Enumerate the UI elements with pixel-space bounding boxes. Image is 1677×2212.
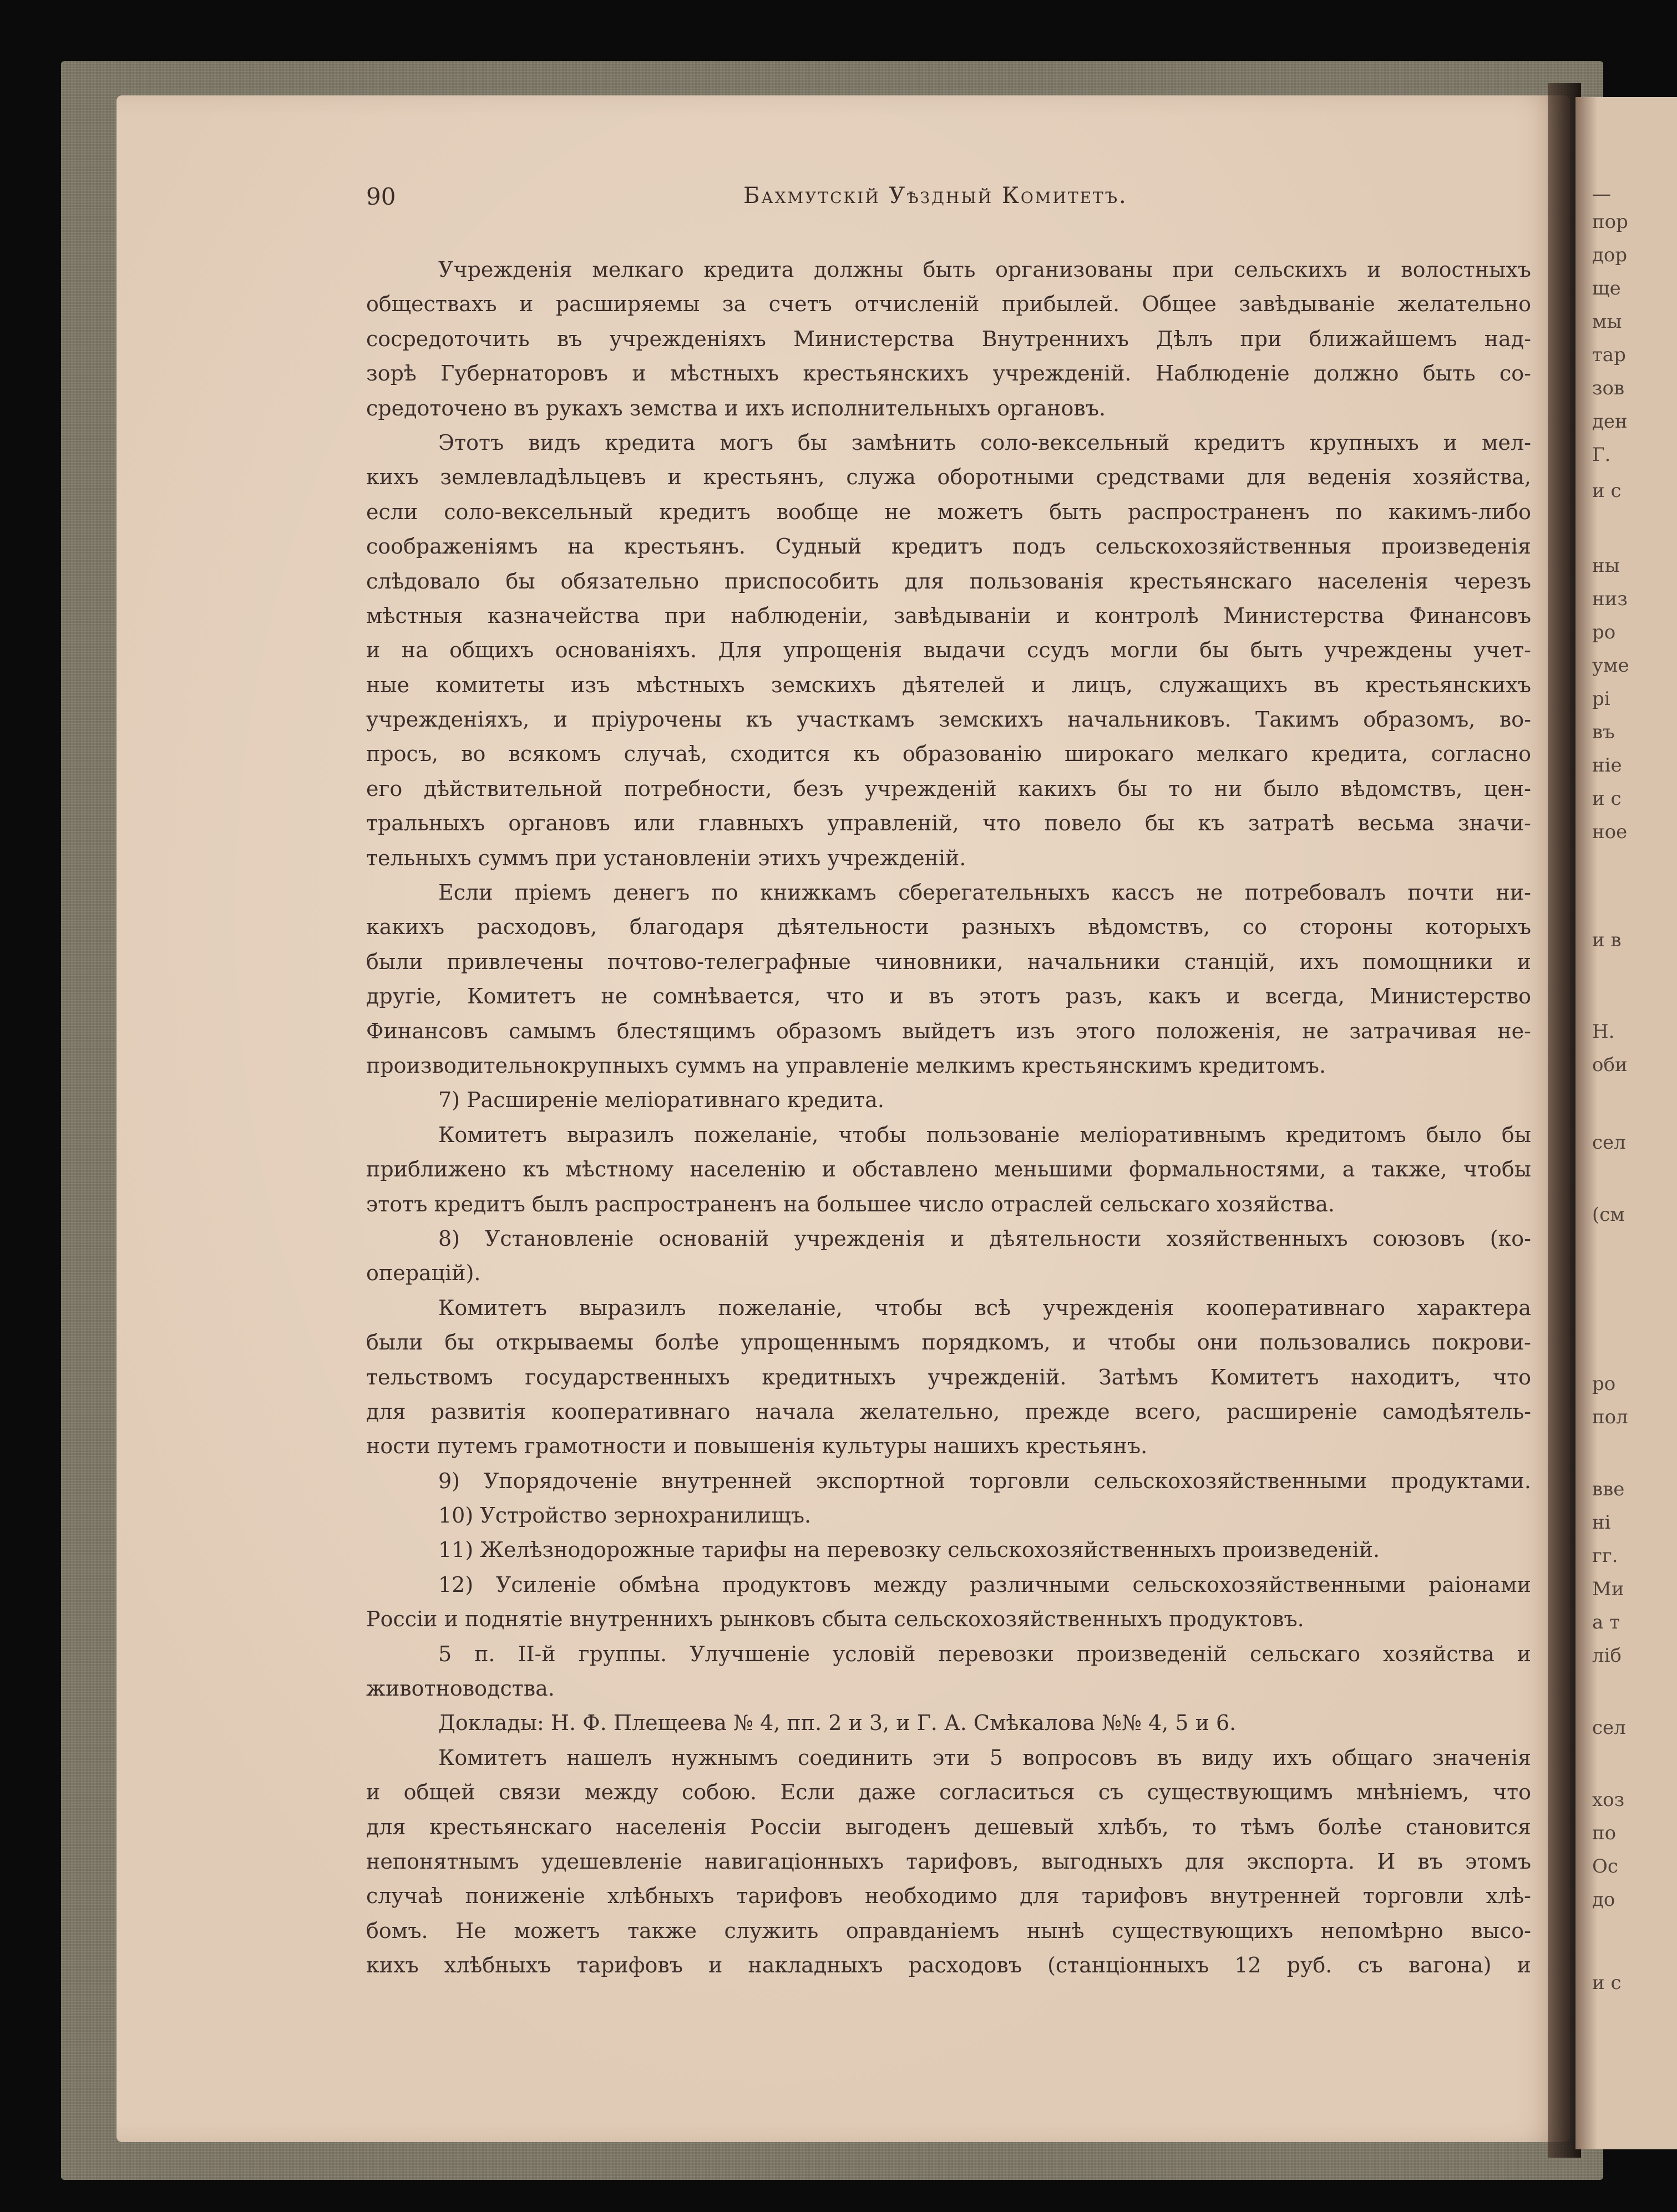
text-line: Комитетъ выразилъ пожеланіе, чтобы пользованіе меліоративнымъ кредитомъ было бы <box>438 1122 1531 1147</box>
facing-page-fragment: низ <box>1592 588 1628 610</box>
facing-page-fragment: — <box>1592 183 1611 205</box>
text-line: ные комитеты изъ мѣстныхъ земскихъ дѣятелей и лицъ, служащихъ въ крестьянскихъ <box>366 672 1531 697</box>
facing-page-fragment: зов <box>1592 377 1625 399</box>
facing-page-fragment: ще <box>1592 277 1621 300</box>
text-line: какихъ расходовъ, благодаря дѣятельности разныхъ вѣдомствъ, со стороны которыхъ <box>366 915 1531 940</box>
text-line: Если пріемъ денегъ по книжкамъ сберегательныхъ кассъ не потребовалъ почти ни- <box>438 880 1531 905</box>
text-line: производительнокрупныхъ суммъ на управленіе мелкимъ крестьянскимъ кредитомъ. <box>366 1053 1326 1078</box>
text-line: Доклады: Н. Ф. Плещеева № 4, пп. 2 и 3, и Г. А. Смѣкалова №№ 4, 5 и 6. <box>438 1711 1237 1736</box>
facing-page-fragment: а т <box>1592 1611 1620 1633</box>
text-line: 11) Желѣзнодорожные тарифы на перевозку сельскохозяйственныхъ произведеній. <box>438 1538 1380 1562</box>
text-line: средоточено въ рукахъ земства и ихъ исполнительныхъ органовъ. <box>366 395 1106 420</box>
text-line: 8) Установленіе основаній учрежденія и дѣятельности хозяйственныхъ союзовъ (ко- <box>438 1226 1531 1251</box>
facing-page-fragment: оби <box>1592 1054 1628 1076</box>
text-line: приближено къ мѣстному населенію и обставлено меньшими формальностями, а также, чтобы <box>366 1157 1531 1182</box>
text-line: этотъ кредитъ былъ распространенъ на большее число отраслей сельскаго хозяйства. <box>366 1191 1335 1216</box>
page-header <box>366 183 1531 219</box>
facing-page-fragment: и с <box>1592 788 1622 810</box>
text-line: зорѣ Губернаторовъ и мѣстныхъ крестьянскихъ учрежденій. Наблюденіе должно быть со- <box>366 361 1531 386</box>
facing-page-fragment: ро <box>1592 1373 1616 1395</box>
text-line: 10) Устройство зернохранилищъ. <box>438 1503 812 1528</box>
text-line: случаѣ пониженіе хлѣбныхъ тарифовъ необходимо для тарифовъ внутренней торговли хлѣ- <box>366 1884 1531 1909</box>
facing-page-fragment: и в <box>1592 929 1622 951</box>
facing-page-fragment: Ос <box>1592 1855 1618 1878</box>
facing-page-fragment: сел <box>1592 1132 1626 1154</box>
text-line: тральныхъ органовъ или главныхъ управленій, что повело бы къ затратѣ весьма значи- <box>366 811 1531 836</box>
text-line: тельныхъ суммъ при установленіи этихъ учрежденій. <box>366 845 966 870</box>
facing-page-fragment: вве <box>1592 1478 1625 1500</box>
text-line: соображеніямъ на крестьянъ. Судный кредитъ подъ сельскохозяйственныя произведенія <box>366 534 1531 559</box>
text-line: Россіи и поднятіе внутреннихъ рынковъ сбыта сельскохозяйственныхъ продуктовъ. <box>366 1607 1304 1632</box>
text-line: Учрежденія мелкаго кредита должны быть организованы при сельскихъ и волостныхъ <box>438 257 1531 282</box>
facing-page-fragment: и с <box>1592 1972 1622 1994</box>
text-line: его дѣйствительной потребности, безъ учрежденій какихъ бы то ни было вѣдомствъ, цен- <box>366 776 1531 801</box>
facing-page-fragment: по <box>1592 1822 1617 1844</box>
facing-page-fragment: гг. <box>1592 1545 1618 1567</box>
body-text <box>366 252 1531 1983</box>
text-line: тельствомъ государственныхъ кредитныхъ учрежденій. Затѣмъ Комитетъ находитъ, что <box>366 1364 1531 1389</box>
text-line: операцій). <box>366 1261 481 1286</box>
facing-page-fragment: дор <box>1592 244 1628 266</box>
facing-page-fragment: тар <box>1592 344 1626 366</box>
text-line: и общей связи между собою. Если даже согласиться съ существующимъ мнѣніемъ, что <box>366 1780 1531 1805</box>
facing-page-fragment: и с <box>1592 480 1622 502</box>
facing-page-fragment: рі <box>1592 688 1610 710</box>
text-line: Комитетъ нашелъ нужнымъ соединить эти 5 вопросовъ въ виду ихъ общаго значенія <box>438 1745 1531 1770</box>
facing-page-fragment: уме <box>1592 655 1629 677</box>
facing-page-fragment: хоз <box>1592 1789 1625 1811</box>
text-line: если соло-вексельный кредитъ вообще не можетъ быть распространенъ по какимъ-либо <box>366 499 1531 524</box>
text-line: кихъ хлѣбныхъ тарифовъ и накладныхъ расходовъ (станціонныхъ 12 руб. съ вагона) и <box>366 1953 1531 1978</box>
text-line: 7) Расширеніе меліоративнаго кредита. <box>438 1088 884 1113</box>
facing-page-fragment: Н. <box>1592 1021 1615 1043</box>
facing-page-fragment: сел <box>1592 1717 1626 1739</box>
facing-page-fragment: ніе <box>1592 754 1622 777</box>
text-line: Комитетъ выразилъ пожеланіе, чтобы всѣ учрежденія кооперативнаго характера <box>438 1295 1531 1320</box>
text-line: 9) Упорядоченіе внутренней экспортной торговли сельскохозяйственными продуктами. <box>438 1468 1531 1493</box>
facing-page-edge <box>1575 97 1677 2149</box>
text-line: были привлечены почтово-телеграфные чиновники, начальники станцій, ихъ помощники и <box>366 949 1531 974</box>
running-title: Бахмутскій Уѣздный Комитетъ. <box>743 183 1128 209</box>
text-line: сосредоточить въ учрежденіяхъ Министерства Внутреннихъ Дѣлъ при ближайшемъ над- <box>366 326 1531 351</box>
facing-page-fragment: ное <box>1592 821 1628 843</box>
text-line: были бы открываемы болѣе упрощеннымъ порядкомъ, и чтобы они пользовались покрови- <box>366 1330 1531 1355</box>
facing-page-fragment: (см <box>1592 1204 1625 1226</box>
text-line: обществахъ и расширяемы за счетъ отчисленій прибылей. Общее завѣдываніе желательно <box>366 292 1531 317</box>
page-number: 90 <box>366 183 396 210</box>
text-line: для развитія кооперативнаго начала желательно, прежде всего, расширеніе самодѣятель- <box>366 1399 1531 1424</box>
facing-page-fragment: Ми <box>1592 1578 1624 1600</box>
text-line: 5 п. II-й группы. Улучшеніе условій перевозки произведеній сельскаго хозяйства и <box>438 1641 1531 1666</box>
text-line: другіе, Комитетъ не сомнѣвается, что и въ этотъ разъ, какъ и всегда, Министерство <box>366 984 1531 1009</box>
facing-page-fragment: ро <box>1592 621 1616 643</box>
text-line: Финансовъ самымъ блестящимъ образомъ выйдетъ изъ этого положенія, не затрачивая не- <box>366 1018 1531 1043</box>
text-line: животноводства. <box>366 1676 555 1701</box>
facing-page-fragment: въ <box>1592 721 1615 743</box>
facing-page-fragment: до <box>1592 1889 1615 1911</box>
text-line: 12) Усиленіе обмѣна продуктовъ между различными сельскохозяйственными раіонами <box>438 1572 1531 1597</box>
text-line: ности путемъ грамотности и повышенія культуры нашихъ крестьянъ. <box>366 1434 1148 1459</box>
text-line: бомъ. Не можетъ также служить оправданіемъ нынѣ существующихъ непомѣрно высо- <box>366 1918 1531 1943</box>
text-line: для крестьянскаго населенія Россіи выгоденъ дешевый хлѣбъ, то тѣмъ болѣе становится <box>366 1814 1531 1839</box>
text-line: кихъ землевладѣльцевъ и крестьянъ, служа оборотными средствами для веденія хозяйства, <box>366 465 1531 490</box>
facing-page-fragment: ліб <box>1592 1645 1622 1667</box>
facing-page-fragment: ны <box>1592 555 1620 577</box>
facing-page-fragment: пол <box>1592 1406 1628 1428</box>
text-line: учрежденіяхъ, и пріурочены къ участкамъ земскихъ начальниковъ. Такимъ образомъ, во- <box>366 707 1531 732</box>
facing-page-fragment: мы <box>1592 311 1622 333</box>
text-line: мѣстныя казначейства при наблюденіи, завѣдываніи и контролѣ Министерства Финансовъ <box>366 603 1531 628</box>
facing-page-fragment: ні <box>1592 1511 1611 1534</box>
text-line: непонятнымъ удешевленіе навигаціонныхъ тарифовъ, выгодныхъ для экспорта. И въ этомъ <box>366 1849 1531 1874</box>
text-line: и на общихъ основаніяхъ. Для упрощенія выдачи ссудъ могли бы быть учреждены учет- <box>366 638 1531 663</box>
text-line: просъ, во всякомъ случаѣ, сходится къ образованію широкаго мелкаго кредита, согласно <box>366 742 1531 767</box>
facing-page-fragment: Г. <box>1592 444 1611 466</box>
facing-page-fragment: ден <box>1592 410 1628 433</box>
facing-page-fragment: пор <box>1592 211 1628 233</box>
text-line: Этотъ видъ кредита могъ бы замѣнить соло-вексельный кредитъ крупныхъ и мел- <box>438 430 1531 455</box>
text-line: слѣдовало бы обязательно приспособить для пользованія крестьянскаго населенія черезъ <box>366 569 1531 593</box>
